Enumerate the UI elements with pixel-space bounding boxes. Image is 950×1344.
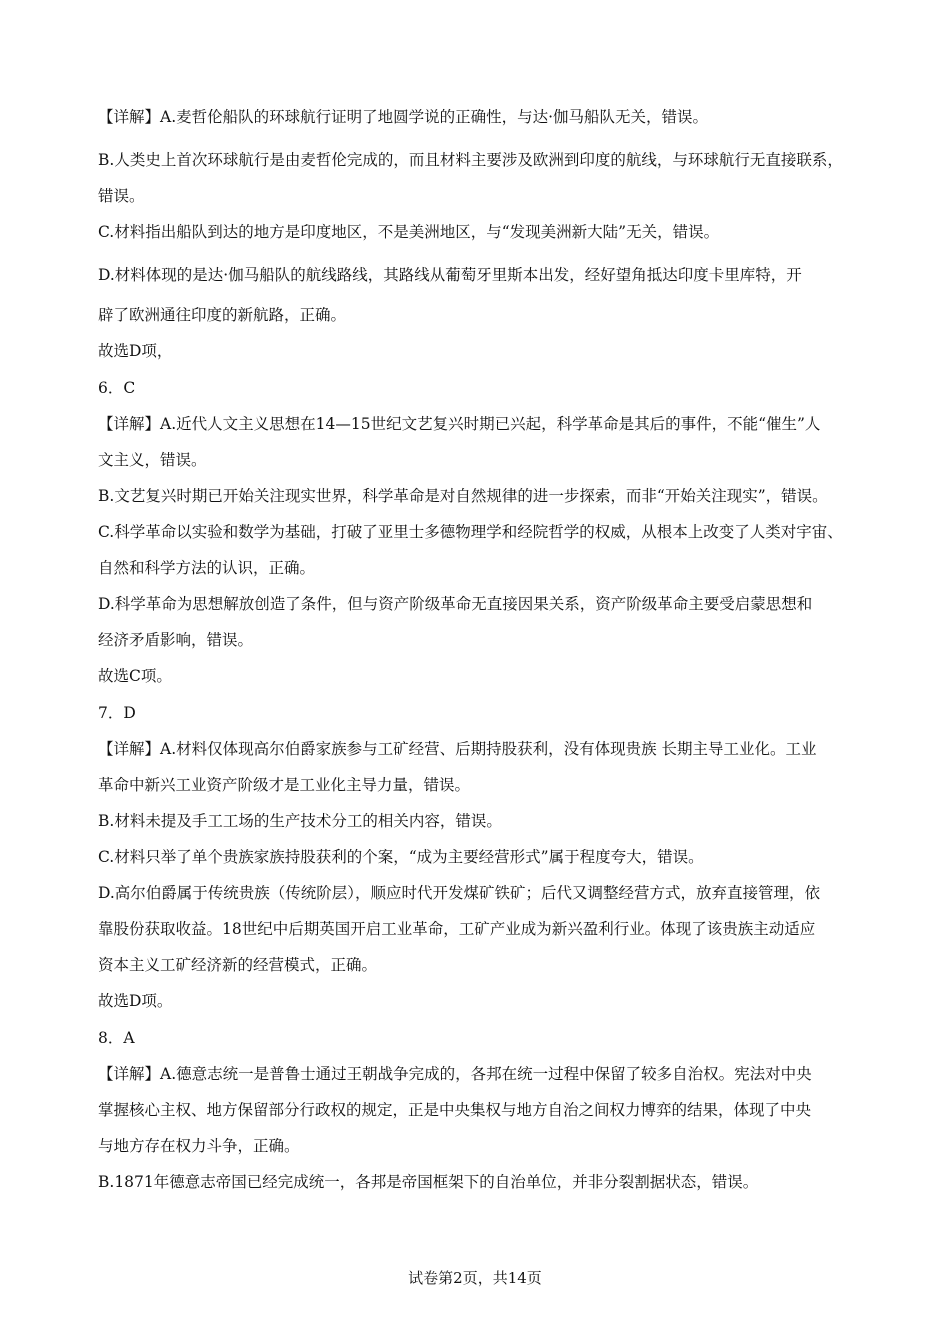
text-line: 靠股份获取收益。18世纪中后期英国开启工业革命，工矿产业成为新兴盈利行业。体现了该贵族主动适应: [98, 920, 816, 938]
text-line: D.高尔伯爵属于传统贵族（传统阶层），顺应时代开发煤矿铁矿；后代又调整经营方式，放弃直接管理，依: [98, 884, 821, 902]
text-line: 革命中新兴工业资产阶级才是工业化主导力量，错误。: [98, 776, 471, 794]
text-line: 【详解】A.近代人文主义思想在14—15世纪文艺复兴时期已兴起，科学革命是其后的事件，不能“催生”人: [98, 415, 821, 433]
text-line: 错误。: [98, 187, 145, 205]
text-line: 辟了欧洲通往印度的新航路，正确。: [98, 306, 347, 324]
question-number: 8．A: [98, 1029, 135, 1047]
text-line: 【详解】A.材料仅体现高尔伯爵家族参与工矿经营、后期持股获利，没有体现贵族 长期主导工业化。工业: [98, 740, 817, 758]
text-line: 文主义，错误。: [98, 451, 207, 469]
text-line: B.材料未提及手工工场的生产技术分工的相关内容，错误。: [98, 812, 502, 830]
text-line: 故选C项。: [98, 667, 172, 685]
text-line: B.文艺复兴时期已开始关注现实世界，科学革命是对自然规律的进一步探索，而非“开始关注现实”，错误。: [98, 487, 828, 505]
text-line: 【详解】A.德意志统一是普鲁士通过王朝战争完成的，各邦在统一过程中保留了较多自治权。宪法对中央: [98, 1065, 812, 1083]
question-number: 6．C: [98, 379, 136, 397]
text-line: 掌握核心主权、地方保留部分行政权的规定，正是中央集权与地方自治之间权力博弈的结果，体现了中央: [98, 1101, 812, 1119]
text-line: 自然和科学方法的认识，正确。: [98, 559, 316, 577]
text-line: D.材料体现的是达·伽马船队的航线路线，其路线从葡萄牙里斯本出发，经好望角抵达印度卡里库特，开: [98, 266, 802, 284]
text-line: B.人类史上首次环球航行是由麦哲伦完成的，而且材料主要涉及欧洲到印度的航线，与环球航行无直接联系，: [98, 151, 843, 169]
text-line: C.科学革命以实验和数学为基础，打破了亚里士多德物理学和经院哲学的权威，从根本上改变了人类对宇宙、: [98, 523, 843, 541]
text-line: D.科学革命为思想解放创造了条件，但与资产阶级革命无直接因果关系，资产阶级革命主要受启蒙思想和: [98, 595, 813, 613]
text-line: C.材料只举了单个贵族家族持股获利的个案，“成为主要经营形式”属于程度夸大，错误。: [98, 848, 704, 866]
question-number: 7．D: [98, 704, 136, 722]
text-line: 资本主义工矿经济新的经营模式，正确。: [98, 956, 378, 974]
text-line: 故选D项。: [98, 992, 173, 1010]
text-line: B.1871年德意志帝国已经完成统一，各邦是帝国框架下的自治单位，并非分裂割据状态，错误。: [98, 1173, 759, 1191]
text-line: 经济矛盾影响，错误。: [98, 631, 254, 649]
text-line: C.材料指出船队到达的地方是印度地区，不是美洲地区，与“发现美洲新大陆”无关，错误。: [98, 223, 720, 241]
page-footer: 试卷第2页，共14页: [408, 1269, 542, 1287]
text-line: 故选D项，: [98, 342, 173, 360]
text-line: 与地方存在权力斗争，正确。: [98, 1137, 300, 1155]
text-line: 【详解】A.麦哲伦船队的环球航行证明了地圆学说的正确性，与达·伽马船队无关，错误。: [98, 108, 709, 126]
